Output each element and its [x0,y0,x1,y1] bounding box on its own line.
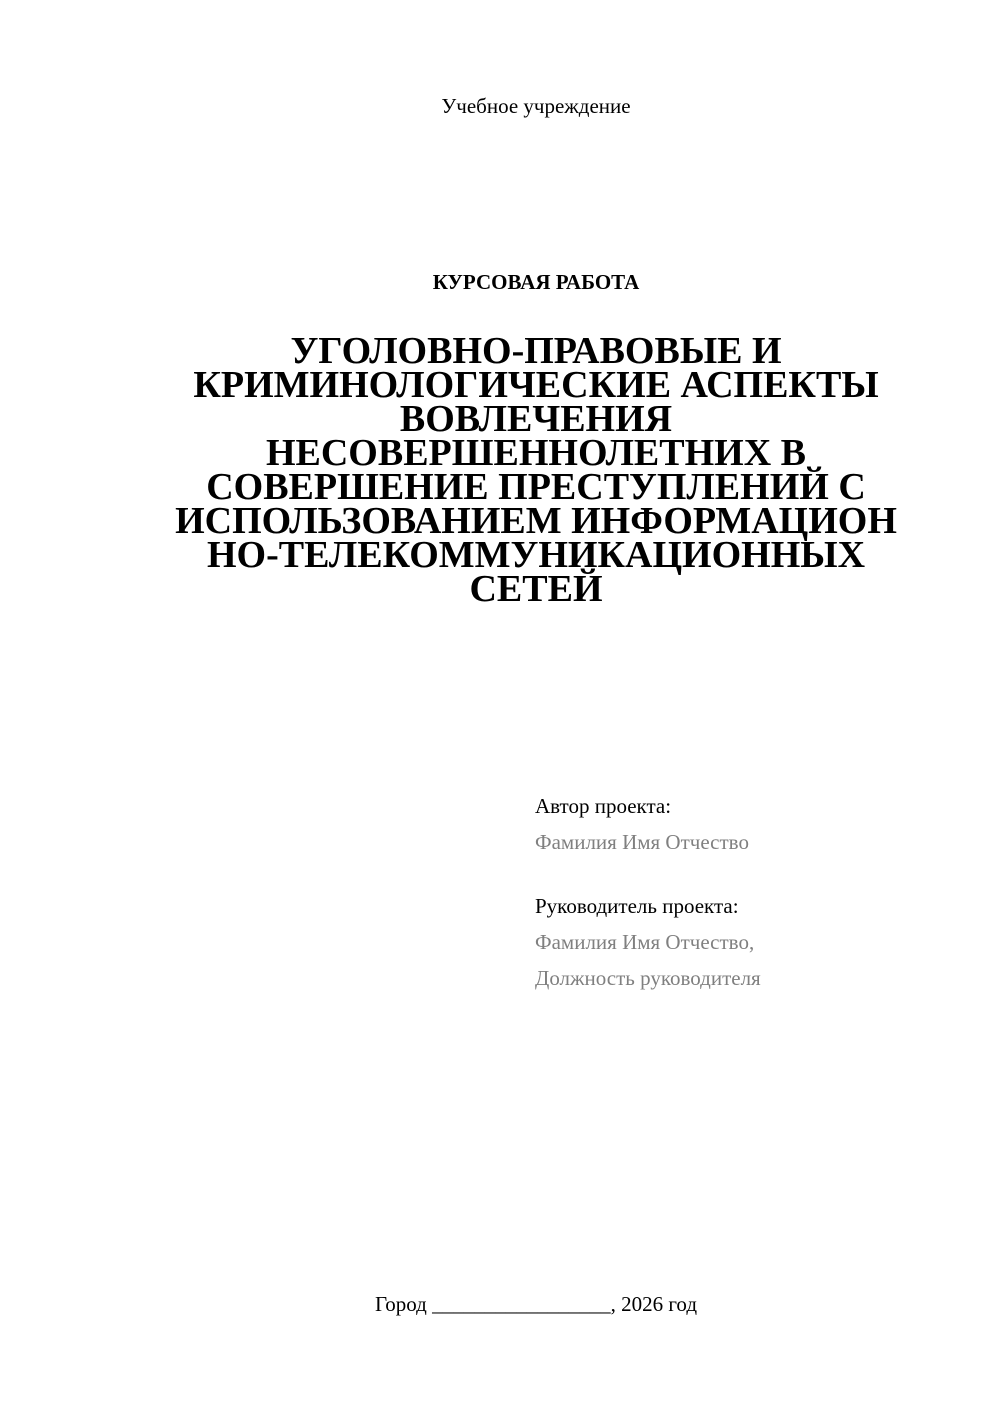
supervisor-position: Должность руководителя [535,966,761,990]
title-line: СЕТЕЙ [469,568,603,610]
supervisor-label: Руководитель проекта: [535,894,739,918]
supervisor-name: Фамилия Имя Отчество, [535,930,755,954]
title-line: КРИМИНОЛОГИЧЕСКИЕ АСПЕКТЫ [193,364,879,406]
title-line: НО-ТЕЛЕКОММУНИКАЦИОННЫХ [206,534,866,576]
institution-name: Учебное учреждение [441,94,631,118]
work-type-heading: КУРСОВАЯ РАБОТА [432,270,640,294]
city-year-line: Город _________________, 2026 год [374,1292,698,1316]
title-line: ИСПОЛЬЗОВАНИЕМ ИНФОРМАЦИОН [175,500,897,542]
title-line: ВОВЛЕЧЕНИЯ [399,398,673,440]
title-line: СОВЕРШЕНИЕ ПРЕСТУПЛЕНИЙ С [206,466,866,508]
author-label: Автор проекта: [535,794,672,818]
title-line: УГОЛОВНО-ПРАВОВЫЕ И [290,330,782,372]
title-line: НЕСОВЕРШЕННОЛЕТНИХ В [265,432,807,474]
author-name: Фамилия Имя Отчество [535,830,749,854]
document-title [100,330,972,610]
spacer [535,860,975,888]
authors-block [535,788,975,996]
